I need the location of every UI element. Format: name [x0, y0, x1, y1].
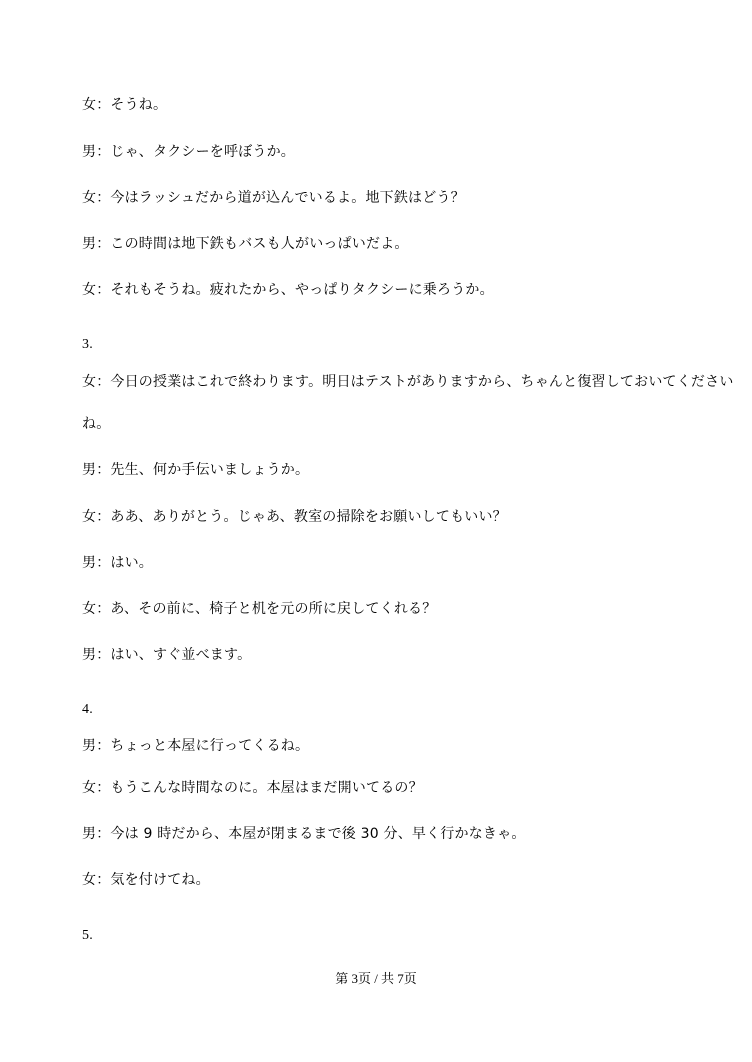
section-number: 5.: [82, 928, 93, 943]
dialogue-line: 女：あ、その前に、椅子と机を元の所に戻してくれる？: [82, 601, 437, 617]
dialogue-line: 女：それもそうね。疲れたから、やっぱりタクシーに乗ろうか。: [82, 282, 494, 298]
dialogue-line: 女：今日の授業はこれで終わります。明日はテストがありますから、ちゃんと復習しておいてください: [82, 374, 734, 390]
page-footer: 第 3页 / 共 7页: [335, 971, 417, 986]
dialogue-line: 男：ちょっと本屋に行ってくるね。: [82, 738, 310, 754]
dialogue-line: 女：今はラッシュだから道が込んでいるよ。地下鉄はどう？: [82, 190, 465, 206]
dialogue-line: 男：はい、すぐ並べます。: [82, 647, 252, 663]
dialogue-line: 女：ああ、ありがとう。じゃあ、教室の掃除をお願いしてもいい？: [82, 509, 507, 525]
dialogue-line: 女：気を付けてね。: [82, 872, 210, 888]
dialogue-line: 女：そうね。: [82, 97, 168, 113]
dialogue-line: 男：はい。: [82, 555, 153, 571]
dialogue-line: 女：もうこんな時間なのに。本屋はまだ開いてるの？: [82, 780, 423, 796]
section-number: 3.: [82, 337, 93, 352]
dialogue-line-continuation: ね。: [82, 416, 111, 432]
dialogue-line: 男：先生、何か手伝いましょうか。: [82, 462, 310, 478]
section-number: 4.: [82, 702, 93, 717]
dialogue-line: 男：この時間は地下鉄もバスも人がいっぱいだよ。: [82, 236, 409, 252]
dialogue-line: 男：今は 9 時だから、本屋が閉まるまで後 30 分、早く行かなきゃ。: [82, 826, 526, 842]
dialogue-line: 男：じゃ、タクシーを呼ぼうか。: [82, 144, 295, 160]
